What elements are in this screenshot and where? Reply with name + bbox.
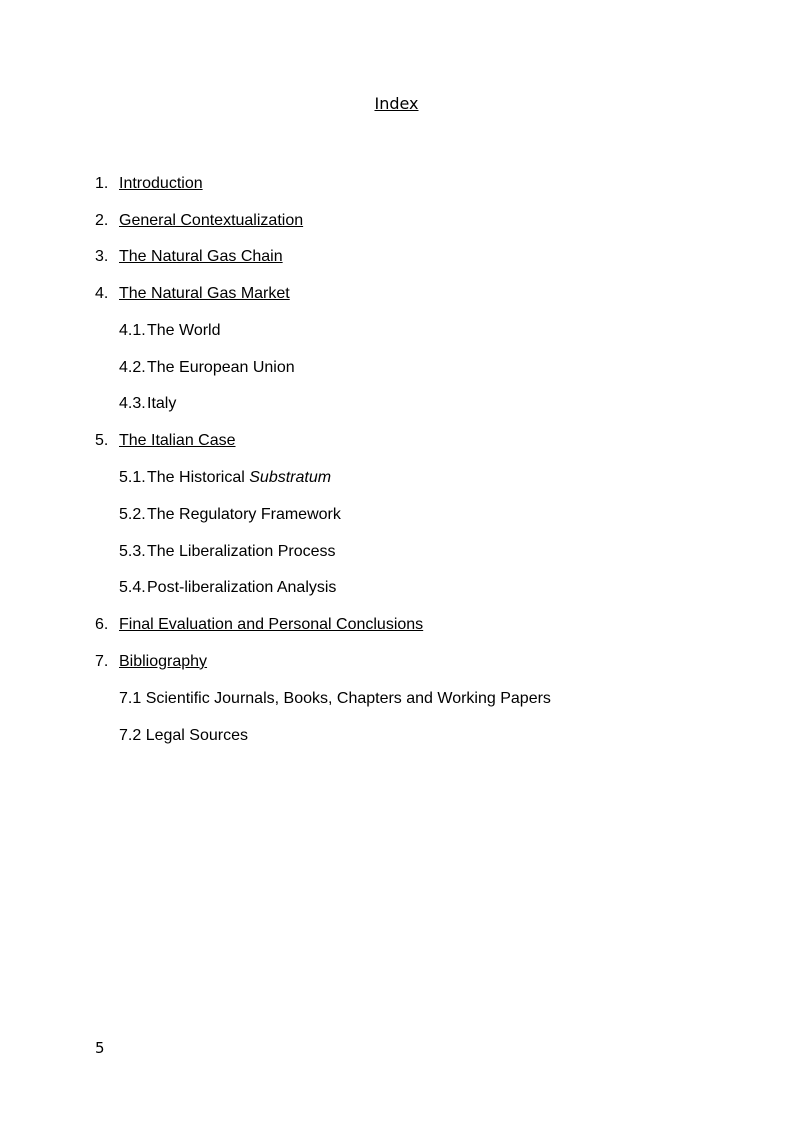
toc-subentry-label: The European Union (147, 359, 295, 376)
toc-subentry-label: Post-liberalization Analysis (147, 579, 337, 596)
toc-entry-number: 7. (95, 653, 109, 670)
toc-entry-number: 3. (95, 248, 109, 265)
toc-subentry-label: Italy (147, 395, 177, 412)
toc-entry-link[interactable]: Final Evaluation and Personal Conclusions (119, 616, 424, 633)
toc-subentry-label (147, 467, 331, 489)
toc-subentry-label: The World (147, 322, 221, 339)
toc-subentry-number: 5.1. (119, 469, 146, 486)
page-number: 5 (95, 1039, 105, 1057)
toc-entry-number: 1. (95, 175, 109, 192)
toc-subentry-number: 4.1. (119, 322, 146, 339)
toc-entry-link[interactable]: Introduction (119, 175, 203, 192)
toc-subentry-label-text: The Historical (147, 469, 250, 486)
toc-entry-number: 6. (95, 616, 109, 633)
toc-subentry-label-italic: Substratum (249, 469, 332, 486)
toc-subentry-label: The Regulatory Framework (147, 506, 341, 523)
toc-subentry-number: 5.3. (119, 543, 146, 560)
toc-subentry-number: 5.4. (119, 579, 146, 596)
toc-subentry-number: 4.3. (119, 395, 146, 412)
toc-entry-link[interactable]: Bibliography (119, 653, 208, 670)
toc-entry-number: 5. (95, 432, 109, 449)
toc-entry-number: 2. (95, 212, 109, 229)
toc-subentry-label: The Liberalization Process (147, 543, 336, 560)
toc-entry-link[interactable]: The Natural Gas Chain (119, 248, 283, 265)
toc-entry-number: 4. (95, 285, 109, 302)
toc-subentry-label: 7.1 Scientific Journals, Books, Chapters and Working Papers (119, 690, 551, 707)
toc-subentry-label: 7.2 Legal Sources (119, 727, 248, 744)
toc-subentry-number: 5.2. (119, 506, 146, 523)
toc-entry-link[interactable]: The Italian Case (119, 432, 236, 449)
toc-entry-link[interactable]: General Contextualization (119, 212, 304, 229)
page-title: Index (374, 94, 419, 113)
toc-entry-link[interactable]: The Natural Gas Market (119, 285, 290, 302)
toc-subentry-number: 4.2. (119, 359, 146, 376)
